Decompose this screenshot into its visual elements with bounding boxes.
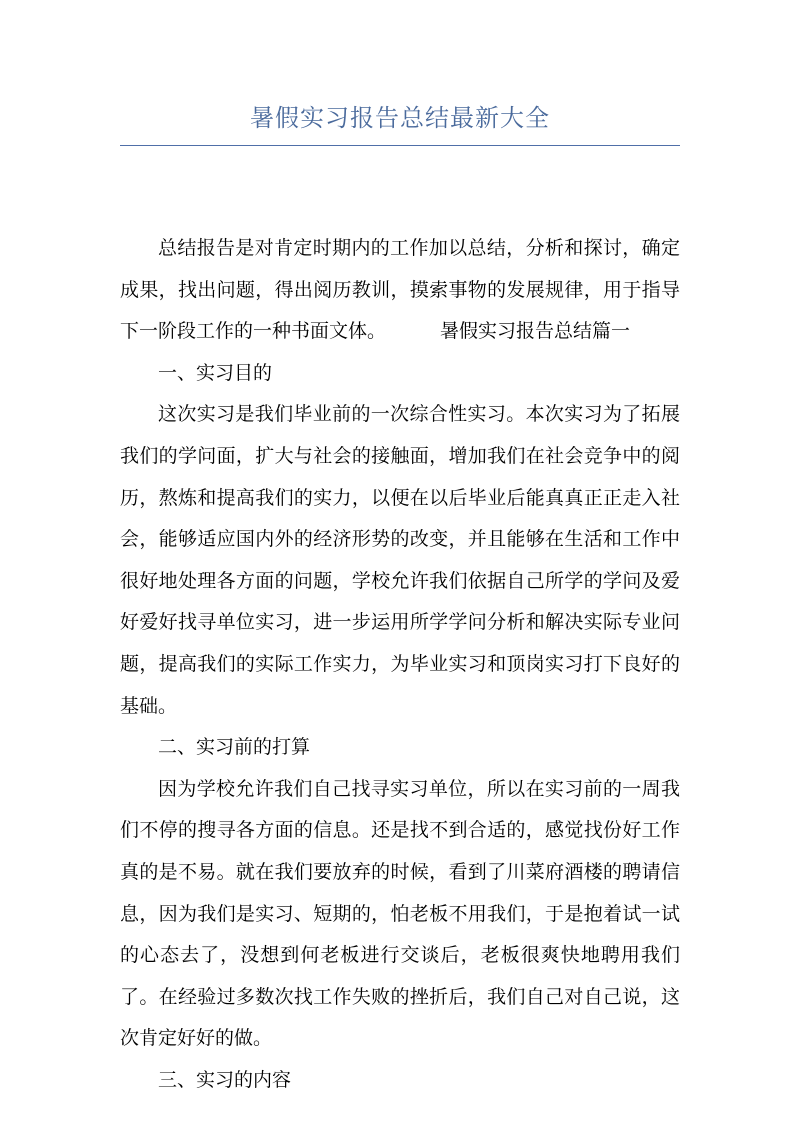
section-paragraph-2: 因为学校允许我们自己找寻实习单位，所以在实习前的一周我们不停的搜寻各方面的信息。还是找不到合适的，感觉找份好工作真的是不易。就在我们要放弃的时候，看到了川菜府酒楼的聘请信息，因为我们是实习、短期的，怕老板不用我们，于是抱着试一试的心态去了，没想到何老板进行交谈后，老板很爽快地聘用我们了。在经验过多数次找工作失败的挫折后，我们自己对自己说，这次肯定好好的做。 <box>120 777 680 1050</box>
intro-paragraph <box>120 228 680 353</box>
section-heading-2: 二、实习前的打算 <box>158 736 311 759</box>
section-paragraph-1: 这次实习是我们毕业前的一次综合性实习。本次实习为了拓展我们的学问面，扩大与社会的接触面，增加我们在社会竞争中的阅历，熬炼和提高我们的实力，以便在以后毕业后能真真正正走入社会，能够适应国内外的经济形势的改变，并且能够在生活和工作中很好地处理各方面的问题，学校允许我们依据自己所学的学问及爱好爱好找寻单位实习，进一步运用所学学问分析和解决实际专业问题，提高我们的实际工作实力，为毕业实习和顶岗实习打下良好的基础。 <box>120 403 680 717</box>
title-underline <box>120 145 680 146</box>
section-heading-3: 三、实习的内容 <box>158 1068 292 1091</box>
intro-text: 总结报告是对肯定时期内的工作加以总结，分析和探讨，确定成果，找出问题，得出阅历教训，摸索事物的发展规律，用于指导下一阶段工作的一种书面文体。 <box>120 237 680 343</box>
document-body <box>120 228 680 1101</box>
section-heading-1: 一、实习目的 <box>158 361 273 384</box>
chapter-label: 暑假实习报告总结篇一 <box>440 320 631 343</box>
document-title: 暑假实习报告总结最新大全 <box>250 104 550 132</box>
